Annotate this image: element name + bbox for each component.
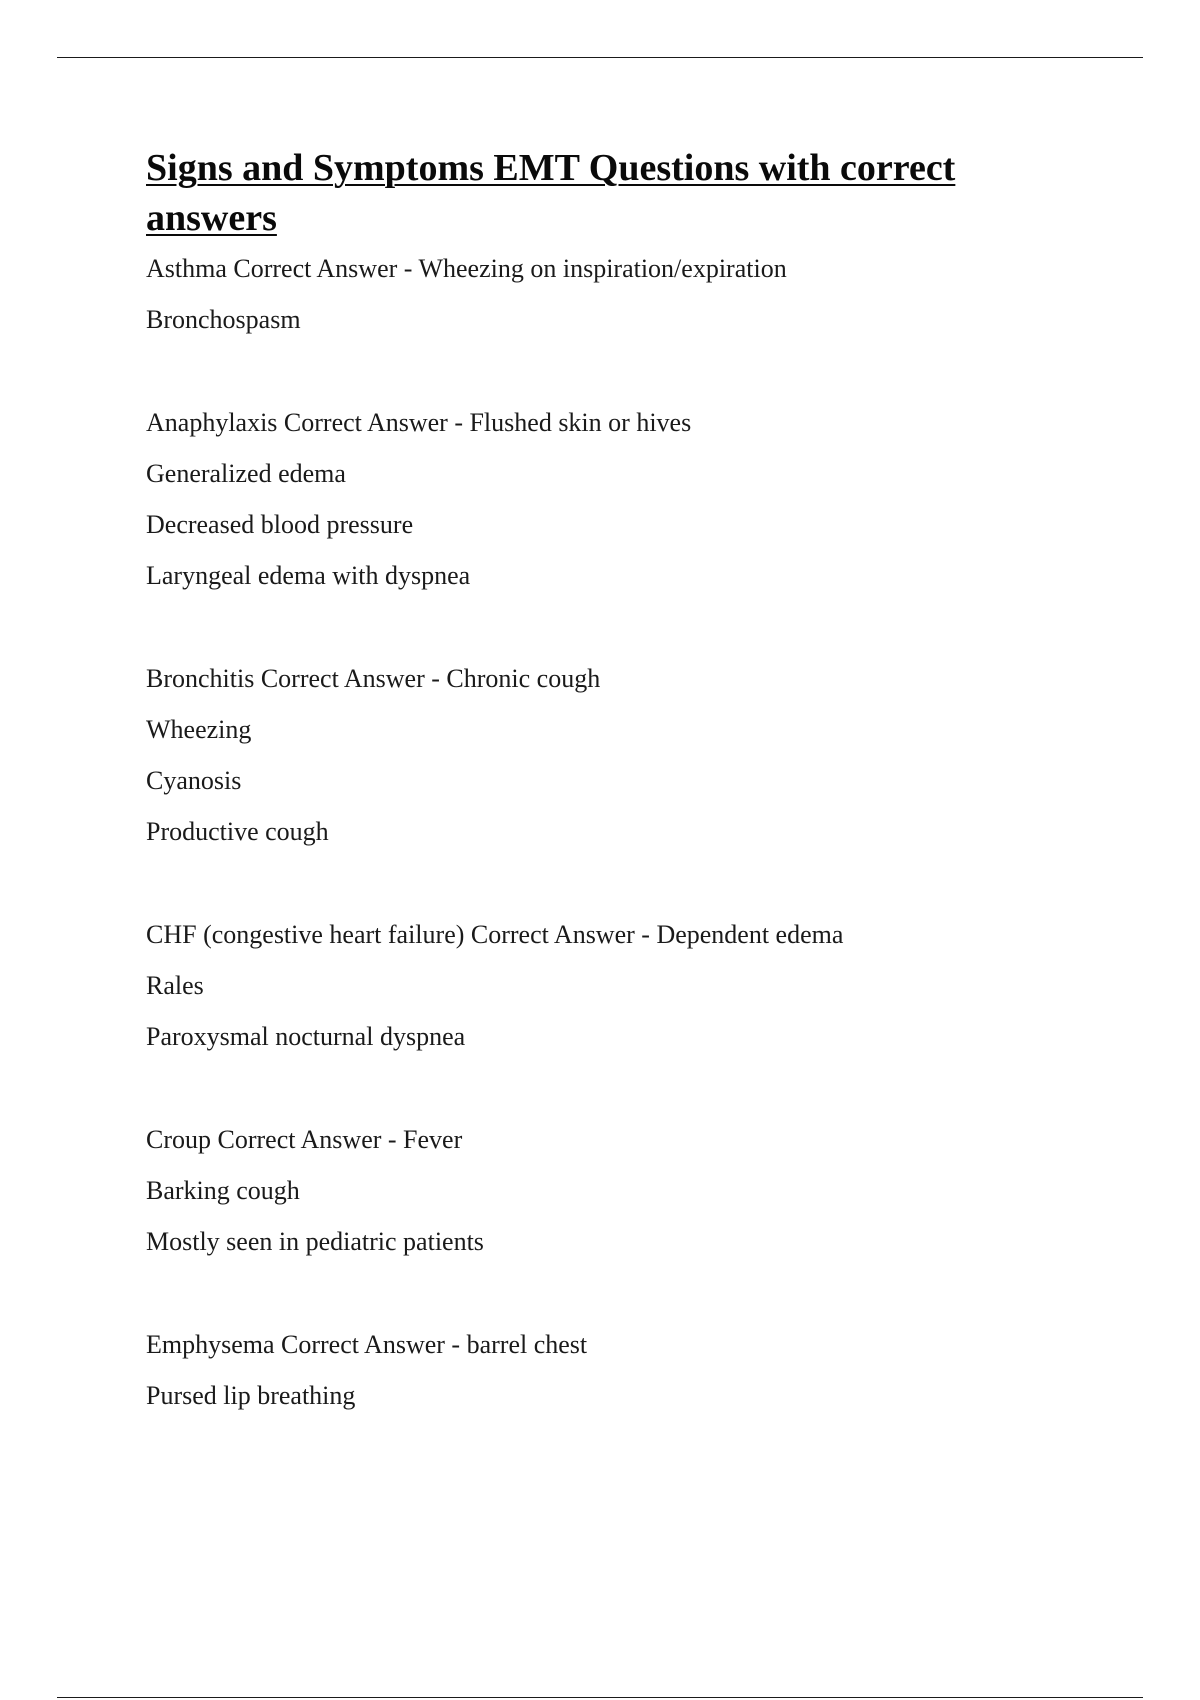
qa-detail: Barking cough [146,1176,300,1205]
qa-entry-bronchitis [146,653,1046,857]
document-body [146,143,1046,1421]
header-rule [57,57,1143,58]
qa-entry-asthma [146,243,1046,345]
qa-list [146,243,1046,1421]
footer-rule [57,1697,1143,1698]
qa-detail: Mostly seen in pediatric patients [146,1227,484,1256]
qa-detail: Pursed lip breathing [146,1381,356,1410]
qa-detail: Rales [146,971,204,1000]
qa-entry-chf [146,909,1046,1062]
qa-question: Anaphylaxis Correct Answer - Flushed skin or hives [146,408,692,437]
qa-entry-croup [146,1114,1046,1267]
qa-detail: Paroxysmal nocturnal dyspnea [146,1022,466,1051]
qa-detail: Generalized edema [146,459,346,488]
qa-detail: Decreased blood pressure [146,510,414,539]
qa-question: Emphysema Correct Answer - barrel chest [146,1330,588,1359]
qa-question: Bronchitis Correct Answer - Chronic cough [146,664,601,693]
qa-question: Croup Correct Answer - Fever [146,1125,463,1154]
page-title: Signs and Symptoms EMT Questions with correct answers [146,147,956,239]
qa-detail: Cyanosis [146,766,242,795]
qa-detail: Productive cough [146,817,329,846]
qa-detail: Bronchospasm [146,305,301,334]
qa-entry-anaphylaxis [146,397,1046,601]
qa-question: CHF (congestive heart failure) Correct Answer - Dependent edema [146,920,844,949]
qa-entry-emphysema [146,1319,1046,1421]
qa-detail: Wheezing [146,715,252,744]
qa-question: Asthma Correct Answer - Wheezing on inspiration/expiration [146,254,787,283]
qa-detail: Laryngeal edema with dyspnea [146,561,471,590]
